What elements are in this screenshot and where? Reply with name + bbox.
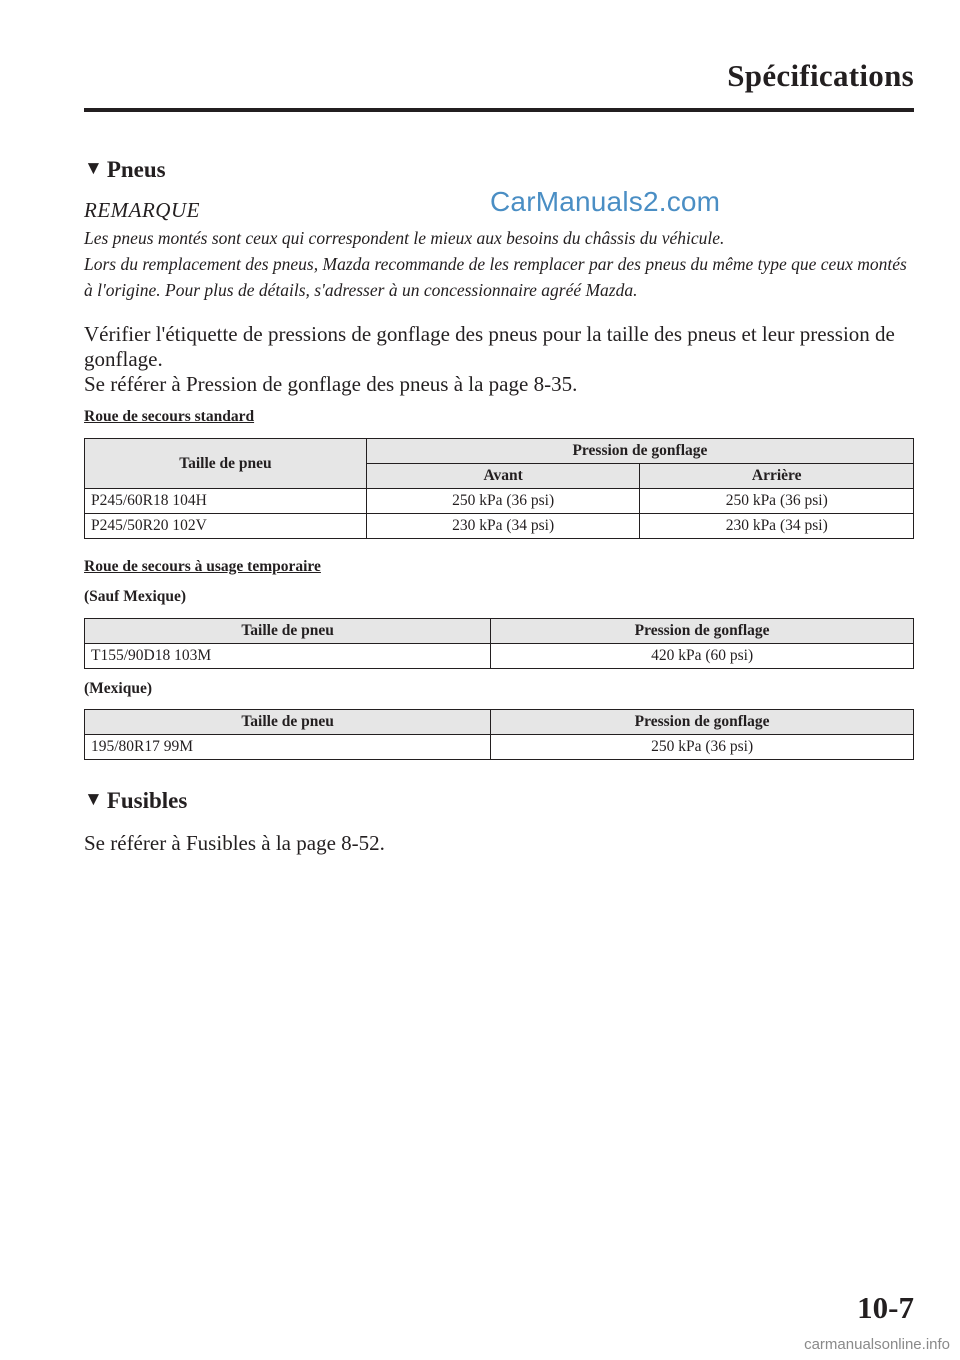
page-title: Spécifications <box>727 58 914 93</box>
tire-size-cell: T155/90D18 103M <box>85 644 491 669</box>
section-heading-fuses-label: Fusibles <box>106 788 188 813</box>
section-heading-tires-label: Pneus <box>106 157 166 182</box>
tire-size-cell: 195/80R17 99M <box>85 735 491 760</box>
col-header-front: Avant <box>366 464 640 489</box>
footer-site-watermark: carmanualsonline.info <box>804 1336 950 1353</box>
note-line: Lors du remplacement des pneus, Mazda recommande de les remplacer par des pneus du même type que ceux montés à l'origine. Pour plus de détails, s'adresser à un concessionnaire agréé Mazda. <box>84 254 907 300</box>
col-header-pressure: Pression de gonflage <box>366 439 913 464</box>
table-row <box>85 489 914 514</box>
tires-body-text <box>84 322 914 397</box>
fuses-body-text: Se référer à Fusibles à la page 8-52. <box>84 831 385 855</box>
tire-size-cell: P245/60R18 104H <box>85 489 367 514</box>
col-header-size: Taille de pneu <box>85 710 491 735</box>
triangle-down-icon: ▼ <box>84 789 103 810</box>
table-row <box>85 514 914 539</box>
col-header-pressure: Pression de gonflage <box>491 710 914 735</box>
note-text <box>84 225 914 303</box>
group-label-mexico: (Mexique) <box>84 680 153 697</box>
rear-pressure-cell: 230 kPa (34 psi) <box>640 514 914 539</box>
header-rule <box>84 108 914 112</box>
pressure-cell: 420 kPa (60 psi) <box>491 644 914 669</box>
note-label: REMARQUE <box>84 198 200 222</box>
temporary-spare-title: Roue de secours à usage temporaire <box>84 558 321 575</box>
standard-spare-table <box>84 438 914 539</box>
table-row <box>85 644 914 669</box>
rear-pressure-cell: 250 kPa (36 psi) <box>640 489 914 514</box>
temporary-spare-table-except-mexico <box>84 618 914 669</box>
page-number: 10-7 <box>857 1290 914 1325</box>
body-line: Vérifier l'étiquette de pressions de gonflage des pneus pour la taille des pneus et leur pression de gonflage. <box>84 322 895 371</box>
section-heading-fuses <box>84 788 187 814</box>
standard-spare-title: Roue de secours standard <box>84 408 255 425</box>
section-heading-tires <box>84 157 166 183</box>
col-header-pressure: Pression de gonflage <box>491 619 914 644</box>
col-header-size: Taille de pneu <box>85 439 367 489</box>
pressure-cell: 250 kPa (36 psi) <box>491 735 914 760</box>
body-line: Se référer à Pression de gonflage des pneus à la page 8-35. <box>84 372 578 396</box>
col-header-rear: Arrière <box>640 464 914 489</box>
note-line: Les pneus montés sont ceux qui correspondent le mieux aux besoins du châssis du véhicule. <box>84 228 725 248</box>
front-pressure-cell: 230 kPa (34 psi) <box>366 514 640 539</box>
temporary-spare-table-mexico <box>84 709 914 760</box>
watermark-logo: CarManuals2.com <box>490 186 721 217</box>
table-row <box>85 735 914 760</box>
triangle-down-icon: ▼ <box>84 158 103 179</box>
front-pressure-cell: 250 kPa (36 psi) <box>366 489 640 514</box>
group-label-except-mexico: (Sauf Mexique) <box>84 588 187 605</box>
col-header-size: Taille de pneu <box>85 619 491 644</box>
tire-size-cell: P245/50R20 102V <box>85 514 367 539</box>
